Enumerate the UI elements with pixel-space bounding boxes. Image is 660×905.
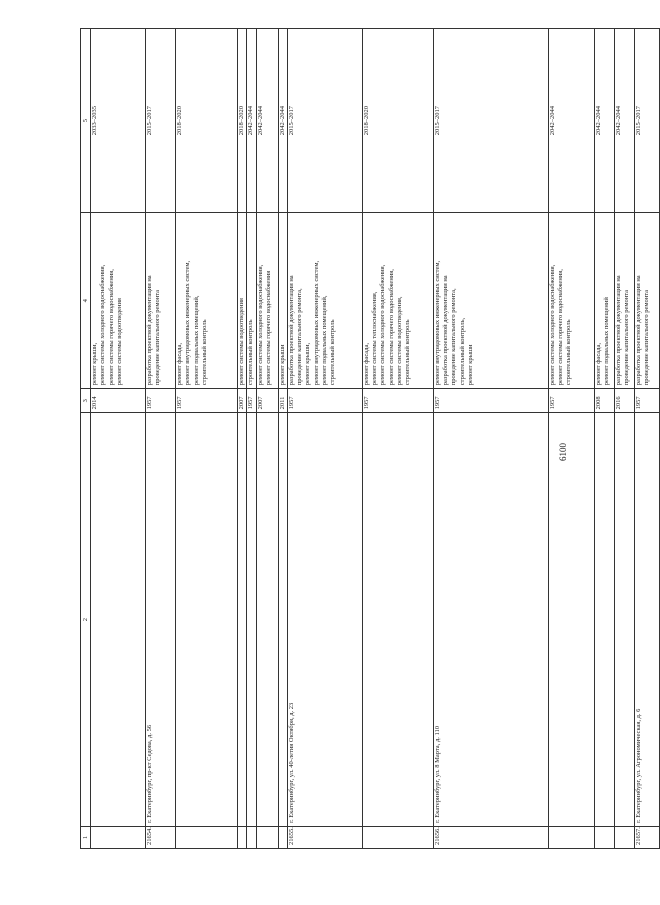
year-cell: 1957: [548, 389, 594, 413]
row-number-cell: 21657.: [634, 826, 659, 848]
address-cell: [238, 413, 247, 827]
period-cell: 2042–2044: [614, 29, 634, 213]
work-item: строительный контроль: [200, 319, 208, 386]
row-number-cell: [247, 826, 256, 848]
work-item: ремонт фасада,: [362, 343, 370, 386]
table-row: [634, 29, 659, 849]
address-cell: [278, 413, 287, 827]
period-cell: 2042–2044: [247, 29, 256, 213]
table-row: [278, 29, 287, 849]
period-cell: 2015–2017: [433, 29, 548, 213]
work-item: проведение капитального ремонта: [154, 289, 162, 386]
work-types-cell: [433, 213, 548, 389]
work-item: ремонт внутридомовых инженерных систем,: [312, 260, 320, 386]
row-number-cell: [278, 826, 287, 848]
work-item: ремонт крыши: [467, 344, 475, 386]
period-cell: 2015–2017: [287, 29, 362, 213]
work-item: ремонт внутридомовых инженерных систем,: [433, 260, 441, 386]
page-number: 6100: [558, 443, 568, 461]
work-item: ремонт крыши,: [304, 342, 312, 386]
work-types-cell: [548, 213, 594, 389]
year-cell: 1957: [247, 389, 256, 413]
work-item: разработка проектной документации на: [442, 275, 450, 386]
work-types-cell: [256, 213, 278, 389]
period-cell: 2018–2020: [238, 29, 247, 213]
row-number-cell: [594, 826, 614, 848]
work-item: строительный контроль: [404, 319, 412, 386]
work-item: ремонт системы горячего водоснабжения: [264, 270, 272, 386]
address-cell: [91, 413, 146, 827]
work-item: разработка проектной документации на: [287, 275, 295, 386]
table-row: [256, 29, 278, 849]
period-cell: 2018–2020: [362, 29, 433, 213]
period-cell: 2015–2017: [634, 29, 659, 213]
period-cell: 2042–2044: [278, 29, 287, 213]
work-item: ремонт крыши,: [91, 342, 98, 386]
work-item: строительный контроль: [329, 319, 337, 386]
period-cell: 2015–2017: [146, 29, 176, 213]
column-header: 2: [81, 413, 91, 827]
work-item: проведение капитального ремонта: [623, 289, 631, 386]
work-item: ремонт фасада,: [176, 343, 183, 386]
address-cell: г. Екатеринбург, ул. 8 Марта, д. 110: [433, 413, 548, 827]
year-cell: 2007: [256, 389, 278, 413]
table-row: [238, 29, 247, 849]
address-cell: [362, 413, 433, 827]
work-types-cell: [287, 213, 362, 389]
table-row: [433, 29, 548, 849]
work-item: проведение капитального ремонта,: [450, 288, 458, 386]
year-cell: 1957: [176, 389, 238, 413]
work-item: ремонт системы водоотведения: [115, 298, 123, 386]
row-number-cell: [176, 826, 238, 848]
period-cell: 2042–2044: [256, 29, 278, 213]
table-row: [287, 29, 362, 849]
row-number-cell: [91, 826, 146, 848]
table-row: [91, 29, 146, 849]
period-cell: 2033–2035: [91, 29, 146, 213]
year-cell: 2014: [91, 389, 146, 413]
work-item: ремонт системы горячего водоснабжения,: [387, 269, 395, 386]
work-item: ремонт системы холодного водоснабжения,: [99, 264, 107, 386]
column-header: 5: [81, 29, 91, 213]
period-cell: 2018–2020: [176, 29, 238, 213]
column-header: 1: [81, 826, 91, 848]
row-number-cell: 21654.: [146, 826, 176, 848]
table-row: [146, 29, 176, 849]
work-item: разработка проектной документации на: [634, 275, 642, 386]
address-cell: [176, 413, 238, 827]
work-item: ремонт системы холодного водоснабжения,: [548, 264, 556, 386]
table-row: [247, 29, 256, 849]
column-header: 4: [81, 213, 91, 389]
year-cell: 1957: [146, 389, 176, 413]
year-cell: 1957: [433, 389, 548, 413]
table-row: [594, 29, 614, 849]
year-cell: 1957: [634, 389, 659, 413]
work-item: разработка проектной документации на: [146, 275, 153, 386]
repair-schedule-table: [80, 28, 660, 849]
work-item: ремонт системы горячего водоснабжения,: [557, 269, 565, 386]
work-item: разработка проектной документации на: [614, 275, 622, 386]
work-item: ремонт системы холодного водоснабжения,: [256, 264, 264, 386]
work-item: проведение капитального ремонта: [643, 289, 651, 386]
work-types-cell: [176, 213, 238, 389]
row-number-cell: [256, 826, 278, 848]
table-row: [176, 29, 238, 849]
year-cell: 1957: [287, 389, 362, 413]
header-row: [81, 29, 91, 849]
work-item: ремонт подвальных помещений,: [192, 295, 200, 386]
work-types-cell: [614, 213, 634, 389]
period-cell: 2042–2044: [594, 29, 614, 213]
row-number-cell: 21655.: [287, 826, 362, 848]
work-item: ремонт фасада,: [594, 343, 602, 386]
address-cell: [594, 413, 614, 827]
work-item: ремонт подвальных помещений: [603, 297, 611, 386]
work-item: ремонт внутридомовых инженерных систем,: [184, 260, 192, 386]
year-cell: 1957: [362, 389, 433, 413]
address-cell: г. Екатеринбург, ул. 40-летия Октября, д. 23: [287, 413, 362, 827]
year-cell: 2007: [238, 389, 247, 413]
row-number-cell: [548, 826, 594, 848]
work-item: ремонт системы водоотведения: [238, 298, 245, 386]
work-item: ремонт системы холодного водоснабжения,: [379, 264, 387, 386]
table-row: [614, 29, 634, 849]
work-types-cell: [362, 213, 433, 389]
year-cell: 2008: [594, 389, 614, 413]
year-cell: 2011: [278, 389, 287, 413]
row-number-cell: [614, 826, 634, 848]
address-cell: [548, 413, 594, 827]
row-number-cell: [362, 826, 433, 848]
work-types-cell: [278, 213, 287, 389]
work-types-cell: [247, 213, 256, 389]
work-item: ремонт системы теплоснабжения,: [371, 291, 379, 386]
column-header: 3: [81, 389, 91, 413]
work-item: ремонт крыши: [278, 344, 286, 386]
table-row: [362, 29, 433, 849]
work-item: ремонт системы горячего водоснабжения,: [107, 269, 115, 386]
row-number-cell: [238, 826, 247, 848]
work-types-cell: [91, 213, 146, 389]
work-item: строительный контроль: [247, 319, 255, 386]
work-item: ремонт подвальных помещений,: [321, 295, 329, 386]
row-number-cell: 21656.: [433, 826, 548, 848]
work-types-cell: [238, 213, 247, 389]
work-types-cell: [146, 213, 176, 389]
address-cell: [614, 413, 634, 827]
work-item: проведение капитального ремонта,: [296, 288, 304, 386]
period-cell: 2042–2044: [548, 29, 594, 213]
work-item: ремонт системы водоотведения,: [396, 296, 404, 386]
work-item: строительный контроль,: [458, 317, 466, 386]
address-cell: г. Екатеринбург, пр-кт Седова, д. 56: [146, 413, 176, 827]
address-cell: г. Екатеринбург, ул. Агрономическая, д. 6: [634, 413, 659, 827]
work-types-cell: [594, 213, 614, 389]
year-cell: 2016: [614, 389, 634, 413]
address-cell: [256, 413, 278, 827]
work-item: строительный контроль: [565, 319, 573, 386]
address-cell: [247, 413, 256, 827]
work-types-cell: [634, 213, 659, 389]
table-row: [548, 29, 594, 849]
